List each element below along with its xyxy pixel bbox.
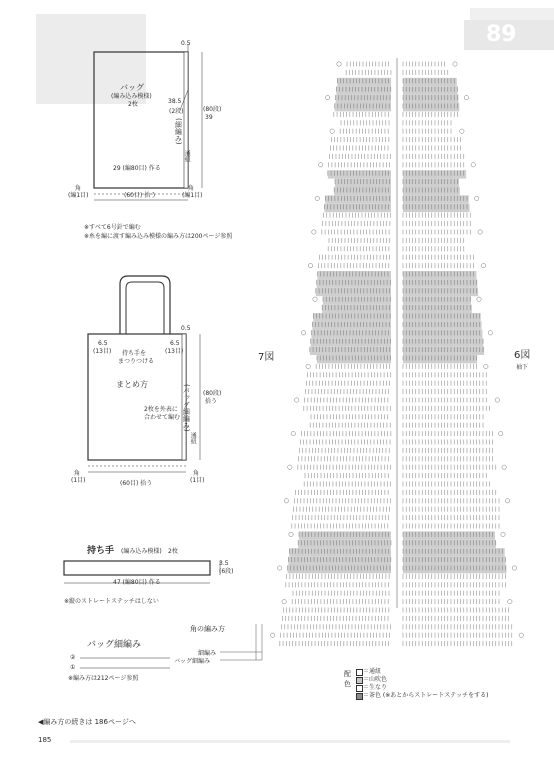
legend-swatch-1: [356, 669, 363, 676]
assembly-dim-top: 0.5: [181, 325, 191, 332]
assembly-side-note-1: 2枚を外表に: [144, 406, 178, 413]
legend-text-1: ＝通紐: [363, 668, 382, 675]
legend-text-2: ＝山吹色: [363, 676, 388, 683]
band-title: バッグ細編み: [87, 640, 142, 650]
bag-dim-side-left: 38.5: [168, 98, 182, 105]
corner-label-2: バッグ細編み: [174, 658, 211, 665]
chart-label-left: 7図: [258, 352, 275, 363]
bag-pattern: (編み込み模様): [111, 93, 152, 100]
bag-bottom-total: (60目) 拾う: [124, 192, 157, 199]
handle-count: 2枚: [168, 548, 178, 555]
assembly-corner-right: 角: [193, 470, 200, 477]
bag-band-label: (細編み): [174, 118, 183, 145]
footer-continue-note: ◀編み方の続きは 186ページへ: [38, 718, 136, 726]
assembly-band-color: 通紐: [189, 432, 197, 444]
corner-title: 角の編み方: [190, 625, 225, 633]
bag-title: バッグ: [120, 83, 144, 92]
assembly-dim-right: 6.5: [170, 340, 180, 347]
assembly-dim-right-rows: (13目): [165, 348, 184, 355]
bag-corner-left: 角: [75, 185, 82, 192]
bag-corner-right: 角: [188, 185, 195, 192]
bag-dim-top: 0.5: [181, 40, 191, 47]
corner-chart: [210, 620, 270, 675]
assembly-band-label: (バッグ細編み): [182, 384, 191, 432]
bag-corner-left-sub: (編1目): [68, 192, 89, 199]
band-row-1: ①: [70, 664, 76, 671]
bag-corner-right-sub: (編1目): [182, 192, 203, 199]
legend-text-4: ＝茶色 (※あとからストレートステッチをする): [363, 692, 489, 699]
assembly-dim-left: 6.5: [98, 340, 108, 347]
assembly-handle-note-2: まつりつける: [118, 358, 155, 365]
note-1: ※すべて6号針で編む: [84, 224, 141, 231]
legend-swatch-2: [356, 677, 363, 684]
assembly-corner-left-sub: (1目): [71, 477, 86, 484]
handle-strip: [60, 555, 230, 595]
chart-label-right-sub: 袖下: [516, 364, 529, 371]
assembly-diagram: [60, 270, 240, 485]
handle-note: ※縦のストレートステッチはしない: [64, 598, 159, 605]
chart-label-right: 6図: [514, 350, 531, 361]
assembly-title: まとめ方: [116, 380, 148, 389]
assembly-dim-side-rows: (80段): [203, 390, 222, 397]
handle-height: 3.5: [219, 560, 229, 567]
legend-title-1: 配: [344, 670, 351, 678]
bag-diagram: [60, 30, 240, 205]
handle-width: 47 (編80目) 作る: [113, 579, 161, 586]
assembly-handle-note-1: 持ち手を: [122, 350, 147, 357]
bag-count: 2枚: [128, 101, 138, 108]
assembly-bottom-total: (60目) 拾う: [120, 480, 153, 487]
bleed-footer-line: [70, 740, 510, 743]
legend-swatch-3: [356, 685, 363, 692]
handle-pattern: (編み込み模様): [121, 548, 162, 555]
legend-text-3: ＝生なり: [363, 684, 388, 691]
band-row-2: ②: [70, 654, 76, 661]
bag-band-color: 通紐: [183, 150, 191, 162]
band-note: ※編み方は212ページ参照: [68, 675, 139, 682]
bag-dim-side-rows: (80段): [203, 106, 222, 113]
legend-title-2: 色: [344, 680, 351, 688]
handle-title: 持ち手: [87, 546, 115, 556]
bag-bottom-width: 29 (編80目) 作る: [113, 165, 161, 172]
stitch-chart: [264, 58, 530, 658]
band-chart: [70, 652, 180, 674]
legend-swatch-4: [356, 693, 363, 700]
page-number-badge: 89: [464, 20, 554, 50]
assembly-dim-side-total: 拾う: [205, 398, 218, 405]
corner-label-1: 細編み: [198, 650, 217, 657]
bag-dim-side-total: 39: [205, 114, 213, 121]
assembly-dim-left-rows: (13目): [93, 348, 112, 355]
page-number: 185: [38, 736, 52, 744]
assembly-corner-left: 角: [74, 470, 81, 477]
bag-dim-band: (2段): [169, 108, 184, 115]
assembly-side-note-2: 合わせて編む: [144, 414, 181, 421]
note-2: ※糸を編に渡す編み込み模様の編み方は200ページ参照: [84, 233, 233, 240]
handle-height-rows: (6段): [219, 568, 234, 575]
assembly-corner-right-sub: (1目): [190, 477, 205, 484]
